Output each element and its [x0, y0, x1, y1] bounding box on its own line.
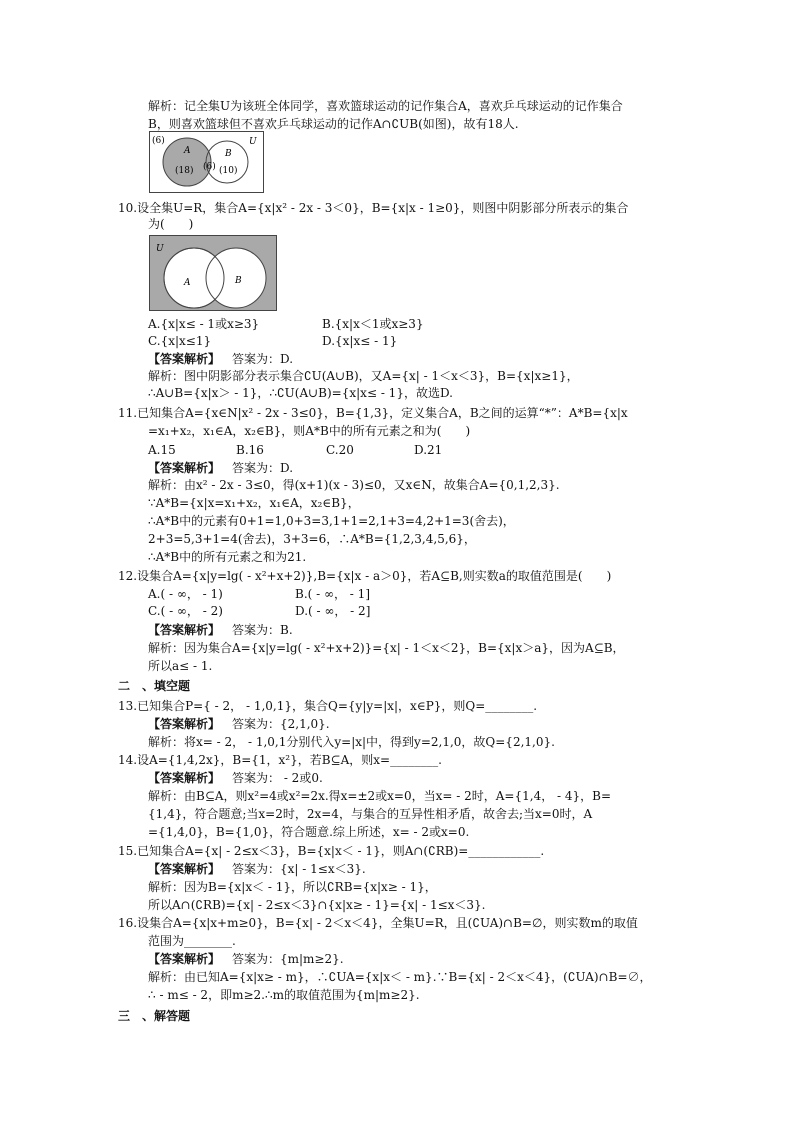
- option-a: A.( - ∞， - 1): [148, 587, 223, 601]
- text-line: ∴A∪B={x|x＞ - 1}，∴∁U(A∪B)={x|x≤ - 1}，故选D.: [148, 386, 453, 400]
- text-line: 2+3=5,3+1=4(舍去)，3+3=6，∴A*B={1,2,3,4,5,6}，: [148, 532, 476, 546]
- text-line: ∴ - m≤ - 2，即m≥2.∴m的取值范围为{m|m≥2}.: [148, 988, 420, 1002]
- answer-text: 答案为：D.: [232, 461, 294, 475]
- answer-text: 答案为： - 2或0.: [232, 771, 323, 785]
- answer-heading: 【答案解析】: [148, 771, 221, 785]
- answer-text: 答案为：{m|m≥2}.: [232, 952, 344, 966]
- question-11: 11.已知集合A={x∈N|x² - 2x - 3≤0}，B={1,3}，定义集合A，B之间的运算“*”：A*B={x|x: [118, 406, 628, 420]
- text-line: ∴A*B中的所有元素之和为21.: [148, 550, 307, 564]
- text-line: 所以a≤ - 1.: [148, 659, 213, 673]
- venn2-label-a: A: [184, 278, 191, 288]
- text-line: 解析：由B⊆A，则x²=4或x²=2x.得x=±2或x=0，当x= - 2时，A={1,4， - 4}，B=: [148, 789, 612, 803]
- option-c: C.20: [326, 443, 354, 457]
- option-d: D.21: [414, 443, 443, 457]
- option-d: D.{x|x≤ - 1}: [322, 334, 398, 348]
- venn-diagram-basketball-pingpong: [149, 131, 264, 193]
- text-line: =x₁+x₂，x₁∈A，x₂∈B}，则A*B中的所有元素之和为( ): [148, 424, 471, 438]
- option-b: B.( - ∞， - 1]: [295, 587, 370, 601]
- venn1-count-ab: (6): [203, 162, 216, 172]
- option-d: D.( - ∞， - 2]: [295, 604, 371, 618]
- text-line: ={1,4,0}，B={1,0}，符合题意.综上所述，x= - 2或x=0.: [148, 825, 470, 839]
- text-line: ∵A*B={x|x=x₁+x₂，x₁∈A，x₂∈B}，: [148, 496, 360, 510]
- answer-heading: 【答案解析】: [148, 623, 221, 637]
- venn-diagram-complement-union: [149, 235, 277, 311]
- text-line: ∴A*B中的元素有0+1=1,0+3=3,1+1=2,1+3=4,2+1=3(舍去)，: [148, 514, 515, 528]
- venn1-count-a: (18): [175, 166, 194, 176]
- venn1-corner-count: (6): [152, 136, 165, 146]
- text-line: 所以A∩(∁RB)={x| - 2≤x＜3}∩{x|x≥ - 1}={x| - 1≤x＜3}.: [148, 898, 486, 912]
- text-line: 解析：由已知A={x|x≥ - m}，∴∁UA={x|x＜ - m}.∵B={x| - 2＜x＜4}，(∁UA)∩B=∅，: [148, 970, 652, 984]
- question-12: 12.设集合A={x|y=lg( - x²+x+2)},B={x|x - a＞0}，若A⊆B,则实数a的取值范围是( ): [118, 569, 612, 583]
- question-15: 15.已知集合A={x| - 2≤x＜3}，B={x|x＜ - 1}，则A∩(∁RB)=____________.: [118, 844, 545, 858]
- text-line: 解析：图中阴影部分表示集合∁U(A∪B)，又A={x| - 1＜x＜3}，B={x|x≥1}，: [148, 369, 579, 383]
- venn1-label-u: U: [249, 137, 257, 147]
- option-a: A.15: [148, 443, 176, 457]
- text-line: B，则喜欢篮球但不喜欢乒乓球运动的记作A∩∁UB(如图)，故有18人.: [148, 117, 519, 131]
- venn1-count-b: (10): [219, 166, 238, 176]
- question-16: 16.设集合A={x|x+m≥0}，B={x| - 2＜x＜4}，全集U=R，且(∁UA)∩B=∅，则实数m的取值: [118, 916, 638, 930]
- question-10: 10.设全集U=R，集合A={x|x² - 2x - 3＜0}，B={x|x - 1≥0}，则图中阴影部分所表示的集合: [118, 201, 629, 215]
- option-c: C.( - ∞， - 2): [148, 604, 223, 618]
- option-a: A.{x|x≤ - 1或x≥3}: [148, 317, 260, 331]
- text-line: 为( ): [148, 217, 194, 231]
- answer-heading: 【答案解析】: [148, 461, 221, 475]
- text-line: {1,4}，符合题意;当x=2时，2x=4，与集合的互异性相矛盾，故舍去;当x=0时，A: [148, 807, 593, 821]
- answer-text: 答案为：{x| - 1≤x＜3}.: [232, 862, 366, 876]
- section-heading-fill-blank: 二 、填空题: [118, 679, 191, 693]
- text-line: 解析：将x= - 2， - 1,0,1分别代入y=|x|中，得到y=2,1,0，故Q={2,1,0}.: [148, 735, 555, 749]
- question-13: 13.已知集合P={ - 2， - 1,0,1}，集合Q={y|y=|x|，x∈P}，则Q=________.: [118, 699, 538, 713]
- answer-heading: 【答案解析】: [148, 352, 221, 366]
- answer-heading: 【答案解析】: [148, 952, 221, 966]
- venn2-label-u: U: [156, 244, 164, 254]
- answer-heading: 【答案解析】: [148, 862, 221, 876]
- text-line: 解析：因为集合A={x|y=lg( - x²+x+2)}={x| - 1＜x＜2}，B={x|x＞a}，因为A⊆B，: [148, 641, 625, 655]
- option-b: B.16: [236, 443, 264, 457]
- question-14: 14.设A={1,4,2x}，B={1，x²}，若B⊆A，则x=________.: [118, 753, 442, 767]
- venn2-label-b: B: [235, 276, 242, 286]
- text-line: 解析：因为B={x|x＜ - 1}，所以∁RB={x|x≥ - 1}，: [148, 880, 437, 894]
- text-line: 范围为________.: [148, 934, 236, 948]
- answer-text: 答案为：D.: [232, 352, 294, 366]
- option-c: C.{x|x≤1}: [148, 334, 212, 348]
- section-heading-answer-questions: 三 、解答题: [118, 1009, 191, 1023]
- option-b: B.{x|x＜1或x≥3}: [322, 317, 424, 331]
- answer-heading: 【答案解析】: [148, 717, 221, 731]
- answer-text: 答案为：{2,1,0}.: [232, 717, 330, 731]
- venn1-label-b: B: [225, 149, 232, 159]
- answer-text: 答案为：B.: [232, 623, 293, 637]
- text-line: 解析：记全集U为该班全体同学，喜欢篮球运动的记作集合A，喜欢乒乓球运动的记作集合: [148, 99, 623, 113]
- text-line: 解析：由x² - 2x - 3≤0，得(x+1)(x - 3)≤0，又x∈N，故集合A={0,1,2,3}.: [148, 478, 560, 492]
- venn1-label-a: A: [184, 146, 191, 156]
